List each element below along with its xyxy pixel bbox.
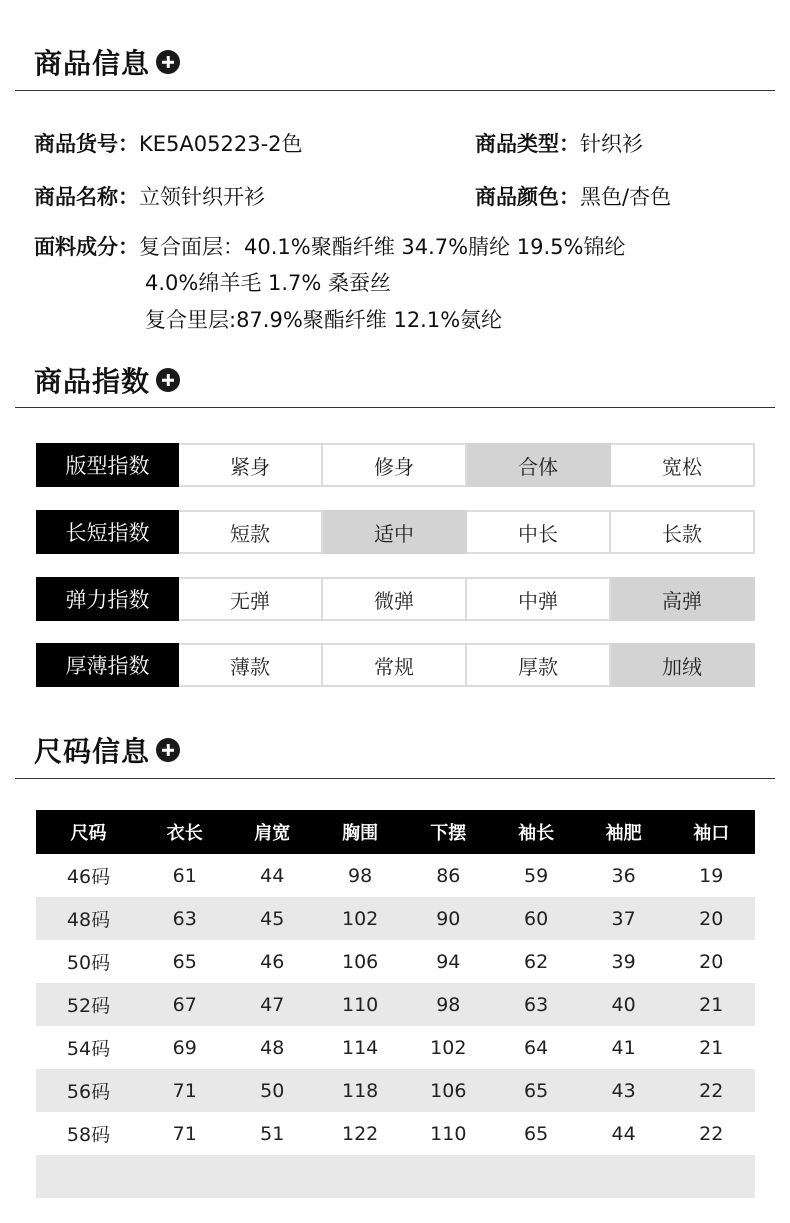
column-header: 肩宽 (229, 810, 317, 854)
table-cell: 48 (260, 1036, 285, 1059)
table-cell (229, 1155, 317, 1198)
table-cell: 37 (580, 897, 668, 940)
table-cell (667, 1155, 755, 1198)
table-cell: 40 (580, 983, 668, 1026)
table-cell: 46 (260, 950, 285, 973)
table-cell: 122 (341, 1122, 379, 1145)
table-cell: 54码 (66, 1038, 111, 1060)
table-cell: 63 (492, 983, 580, 1026)
name-label: 商品名称： (34, 185, 139, 209)
index-option: 无弹 (179, 577, 323, 621)
table-cell: 106 (404, 1069, 492, 1112)
table-cell: 22 (699, 1122, 724, 1145)
column-header: 下摆 (404, 810, 492, 854)
table-cell: 67 (141, 983, 229, 1026)
index-label: 弹力指数 (36, 577, 179, 621)
name-row (34, 181, 265, 211)
index-label: 版型指数 (36, 443, 179, 487)
table-cell: 65 (492, 1069, 580, 1112)
table-row (36, 940, 755, 983)
type-value: 针织衫 (580, 132, 643, 156)
index-option: 常规 (323, 643, 467, 687)
size-table (36, 810, 755, 1198)
table-row (36, 1026, 755, 1069)
name-value: 立领针织开衫 (139, 185, 265, 209)
table-cell (36, 1155, 141, 1198)
index-option-selected: 适中 (323, 510, 467, 554)
table-row (36, 983, 755, 1026)
fabric-row (34, 231, 626, 261)
table-cell: 20 (699, 950, 724, 973)
table-cell: 94 (436, 950, 461, 973)
column-header: 尺码 (36, 810, 141, 854)
table-cell: 98 (404, 983, 492, 1026)
table-cell: 21 (699, 1036, 724, 1059)
table-cell: 59 (524, 864, 549, 887)
table-header-row (36, 810, 755, 854)
table-cell: 62 (524, 950, 549, 973)
table-row (36, 897, 755, 940)
table-cell: 46码 (66, 866, 111, 888)
table-cell: 114 (341, 1036, 379, 1059)
table-cell: 64 (524, 1036, 549, 1059)
type-row (475, 128, 643, 158)
table-cell: 50 (229, 1069, 317, 1112)
table-cell: 52码 (36, 983, 141, 1026)
table-cell: 98 (348, 864, 373, 887)
table-cell (316, 1155, 404, 1198)
table-cell: 44 (260, 864, 285, 887)
table-cell: 110 (316, 983, 404, 1026)
divider (15, 90, 775, 91)
table-cell: 71 (141, 1069, 229, 1112)
color-value: 黑色/杏色 (580, 185, 672, 209)
table-cell: 69 (172, 1036, 197, 1059)
table-cell: 110 (430, 1122, 467, 1145)
table-cell: 48码 (36, 897, 141, 940)
table-cell: 20 (667, 897, 755, 940)
table-cell (141, 1155, 229, 1198)
index-option: 微弹 (323, 577, 467, 621)
index-label: 长短指数 (36, 510, 179, 554)
table-cell: 50码 (66, 952, 111, 974)
table-cell: 102 (316, 897, 404, 940)
table-cell: 65 (524, 1122, 549, 1145)
table-cell: 61 (172, 864, 197, 887)
product-index-title (34, 360, 180, 400)
column-header: 袖长 (492, 810, 580, 854)
table-cell: 43 (580, 1069, 668, 1112)
table-cell: 45 (229, 897, 317, 940)
plus-icon[interactable] (156, 368, 180, 392)
table-cell: 60 (492, 897, 580, 940)
divider (15, 407, 775, 408)
table-cell: 36 (611, 864, 636, 887)
table-row (36, 1069, 755, 1112)
fabric-line-3: 复合里层:87.9%聚酯纤维 12.1%氨纶 (145, 308, 503, 332)
table-row (36, 1112, 755, 1155)
item-no-label: 商品货号： (34, 132, 139, 156)
plus-icon[interactable] (156, 738, 180, 762)
table-cell (404, 1155, 492, 1198)
size-info-heading: 尺码信息 (34, 735, 151, 768)
table-cell: 102 (430, 1036, 467, 1059)
table-cell: 118 (316, 1069, 404, 1112)
column-header: 袖肥 (580, 810, 668, 854)
fabric-line-2: 4.0%绵羊毛 1.7% 桑蚕丝 (145, 271, 392, 295)
index-option: 紧身 (179, 443, 323, 487)
column-header: 胸围 (316, 810, 404, 854)
table-cell: 63 (141, 897, 229, 940)
type-label: 商品类型： (475, 132, 580, 156)
size-info-title (34, 730, 180, 770)
table-cell: 21 (667, 983, 755, 1026)
index-option: 修身 (323, 443, 467, 487)
table-cell: 19 (699, 864, 724, 887)
table-cell: 39 (611, 950, 636, 973)
table-cell: 58码 (66, 1124, 111, 1146)
table-cell: 106 (341, 950, 379, 973)
table-cell: 44 (611, 1122, 636, 1145)
index-option-selected: 高弹 (611, 577, 755, 621)
table-cell: 41 (611, 1036, 636, 1059)
index-option: 中弹 (467, 577, 611, 621)
color-label: 商品颜色： (475, 185, 580, 209)
color-row (475, 181, 671, 211)
table-cell: 86 (436, 864, 461, 887)
product-info-title (34, 42, 180, 82)
item-no-value: KE5A05223-2色 (139, 132, 303, 156)
product-index-heading: 商品指数 (34, 365, 151, 398)
table-cell (492, 1155, 580, 1198)
table-cell: 47 (229, 983, 317, 1026)
table-cell: 22 (667, 1069, 755, 1112)
thickness-index-row (36, 643, 755, 687)
table-cell: 90 (404, 897, 492, 940)
index-option-selected: 加绒 (611, 643, 755, 687)
fabric-label: 面料成分： (34, 235, 139, 259)
fit-index-row (36, 443, 755, 487)
fabric-line-1: 复合面层：40.1%聚酯纤维 34.7%腈纶 19.5%锦纶 (139, 235, 626, 259)
table-cell: 71 (172, 1122, 197, 1145)
index-label: 厚薄指数 (36, 643, 179, 687)
table-row (36, 854, 755, 897)
index-option-selected: 合体 (467, 443, 611, 487)
table-row (36, 1155, 755, 1198)
plus-icon[interactable] (156, 50, 180, 74)
length-index-row (36, 510, 755, 554)
divider (15, 778, 775, 779)
table-cell (580, 1155, 668, 1198)
index-option: 厚款 (467, 643, 611, 687)
index-option: 短款 (179, 510, 323, 554)
column-header: 袖口 (667, 810, 755, 854)
column-header: 衣长 (141, 810, 229, 854)
item-no-row (34, 128, 303, 158)
index-option: 中长 (467, 510, 611, 554)
elasticity-index-row (36, 577, 755, 621)
table-cell: 51 (260, 1122, 285, 1145)
index-option: 长款 (611, 510, 755, 554)
table-cell: 65 (172, 950, 197, 973)
index-option: 宽松 (611, 443, 755, 487)
product-info-heading: 商品信息 (34, 47, 151, 80)
table-cell: 56码 (36, 1069, 141, 1112)
index-option: 薄款 (179, 643, 323, 687)
